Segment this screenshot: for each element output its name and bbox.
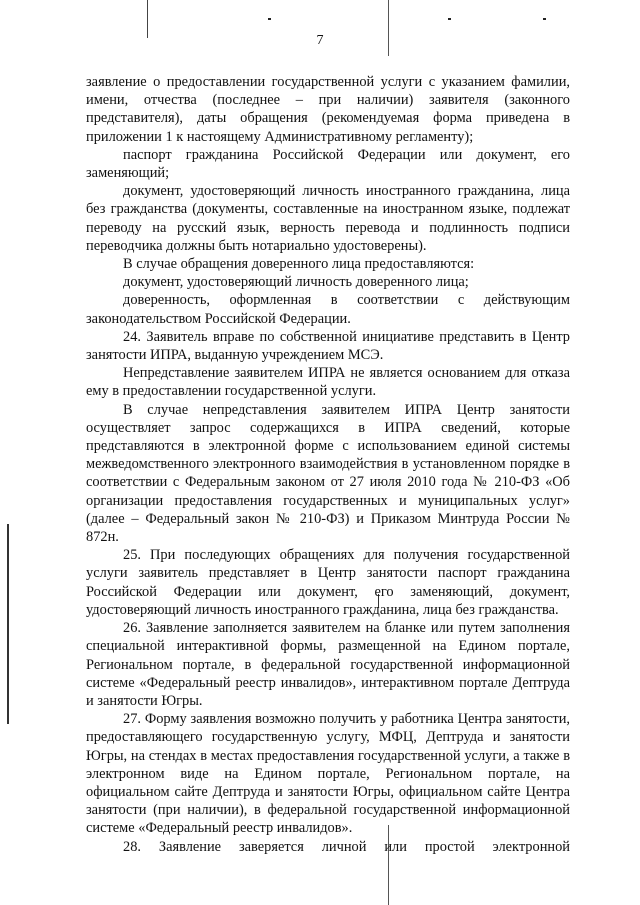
page-number: 7 bbox=[316, 33, 324, 48]
paragraph: Непредставление заявителем ИПРА не является основанием для отказа ему в предоставлении государственной услуги. bbox=[86, 365, 570, 400]
paragraph: документ, удостоверяющий личность иностранного гражданина, лица без гражданства (документы, составленные на иностранном языке, подлежат переводу на русский язык, верность перевода и подлинность подписи переводчика должны быть нотариально удостоверены). bbox=[86, 183, 570, 254]
paragraph: доверенность, оформленная в соответствии с действующим законодательством Российской Федерации. bbox=[86, 292, 570, 327]
scan-artifact-dot bbox=[543, 18, 546, 20]
paragraph: 24. Заявитель вправе по собственной инициативе представить в Центр занятости ИПРА, выданную учреждением МСЭ. bbox=[86, 328, 570, 364]
paragraph: В случае непредставления заявителем ИПРА Центр занятости осуществляет запрос содержащихся в ИПРА сведений, которые представляются в электронной форме с использованием единой системы межведомственного электронного взаимодействия в установленном порядке в соответствии с Федеральным законом от 27 июля 2010 года № 210-ФЗ «Об организации предоставления государственных и муниципальных услуг» (далее – Федеральный закон № 210-ФЗ) и Приказом Минтруда России № 872н. bbox=[86, 401, 570, 546]
paragraph: документ, удостоверяющий личность доверенного лица; bbox=[123, 274, 469, 291]
scan-artifact-dot bbox=[448, 18, 451, 20]
scan-artifact-margin-bar bbox=[7, 524, 9, 724]
paragraph: 27. Форму заявления возможно получить у работника Центра занятости, предоставляющего государственную услугу, МФЦ, Дептруда и занятости Югры, на стендах в местах предоставления государственной услуги, а также в электронном виде на Едином портале, Региональном портале, на официальном сайте Дептруда и занятости Югры, официальном сайте Центра занятости (при наличии), в федеральной государственной информационной системе «Федеральный реестр инвалидов». bbox=[86, 711, 570, 837]
paragraph: В случае обращения доверенного лица предоставляются: bbox=[123, 256, 475, 273]
paragraph: 26. Заявление заполняется заявителем на бланке или путем заполнения специальной интерактивной формы, размещенной на Едином портале, Региональном портале, в федеральной государственной информационной системе «Федеральный реестр инвалидов», интерактивном портале Дептруда и занятости Югры. bbox=[86, 620, 570, 709]
document-body bbox=[86, 73, 570, 856]
paragraph: паспорт гражданина Российской Федерации или документ, его заменяющий; bbox=[86, 146, 570, 182]
paragraph: 25. При последующих обращениях для получения государственной услуги заявитель представляет в Центр занятости паспорт гражданина Российской Федерации или документ, его заменяющий, документ, удостоверяющий личность иностранного гражданина, лица без гражданства. bbox=[86, 547, 570, 618]
scan-artifact-dot bbox=[268, 18, 271, 20]
paragraph: заявление о предоставлении государственной услуги с указанием фамилии, имени, отчества (последнее – при наличии) заявителя (законного представителя), даты обращения (рекомендуемая форма приведена в приложении 1 к настоящему Административному регламенту); bbox=[86, 74, 570, 145]
paragraph: 28. Заявление заверяется личной или простой электронной bbox=[123, 838, 570, 855]
